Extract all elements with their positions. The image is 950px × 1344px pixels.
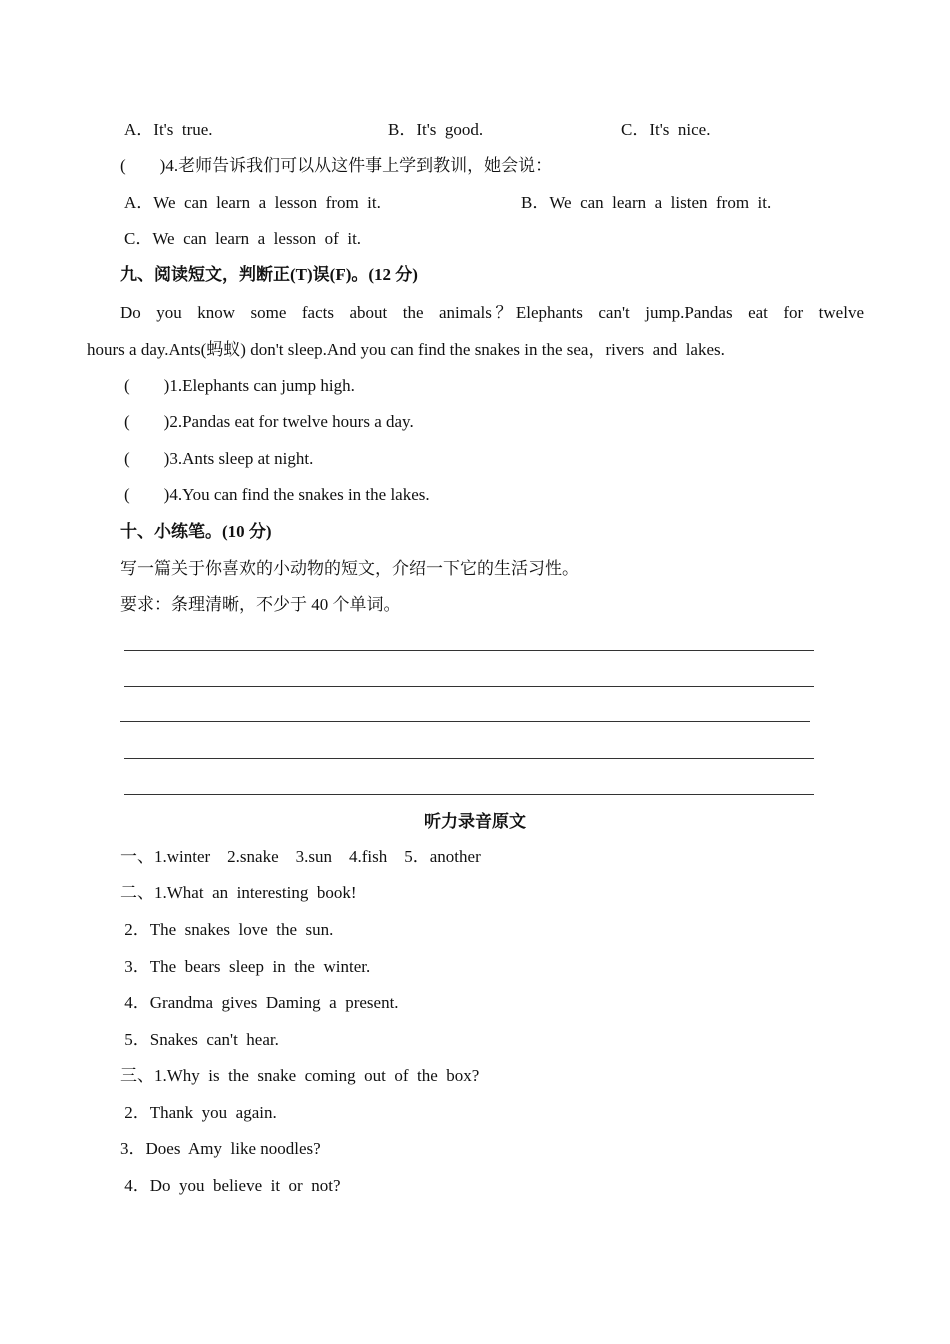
- section10-requirement: 要求：条理清晰，不少于 40 个单词。: [120, 595, 401, 614]
- section9-passage-line1: Do you know some facts about the animals？Elephants can't jump.Pandas eat for twelve: [120, 303, 864, 322]
- transcript-line: 一、1.winter 2.snake 3.sun 4.fish 5．another: [120, 847, 481, 866]
- transcript-line: 二、1.What an interesting book!: [120, 883, 357, 902]
- transcript-line: 3．The bears sleep in the winter.: [120, 957, 371, 976]
- transcript-line: 3．Does Amy like noodles?: [120, 1139, 321, 1158]
- writing-line[interactable]: [124, 794, 814, 795]
- transcript-line: 2．Thank you again.: [120, 1103, 277, 1122]
- writing-line[interactable]: [124, 686, 814, 687]
- q4-stem: ( )4.老师告诉我们可以从这件事上学到教训，她会说：: [120, 156, 553, 175]
- section9-item: ( )1.Elephants can jump high.: [124, 376, 355, 395]
- transcript-line: 三、1.Why is the snake coming out of the box?: [120, 1066, 480, 1085]
- section9-item: ( )2.Pandas eat for twelve hours a day.: [124, 412, 414, 431]
- section10-instruction: 写一篇关于你喜欢的小动物的短文，介绍一下它的生活习性。: [120, 559, 579, 578]
- section9-passage-line2: hours a day.Ants(蚂蚁) don't sleep.And you can find the snakes in the sea，rivers and lakes.: [87, 340, 725, 359]
- writing-line[interactable]: [124, 650, 814, 651]
- section10-title: 十、小练笔。(10 分): [120, 522, 272, 541]
- q4-option-b: B．We can learn a listen from it.: [521, 193, 772, 212]
- q3-option-b: B．It's good.: [388, 120, 484, 139]
- transcript-line: 4．Grandma gives Daming a present.: [120, 993, 399, 1012]
- writing-line[interactable]: [120, 721, 810, 722]
- transcript-line: 4．Do you believe it or not?: [120, 1176, 341, 1195]
- q3-option-c: C．It's nice.: [621, 120, 711, 139]
- section9-item: ( )3.Ants sleep at night.: [124, 449, 314, 468]
- writing-line[interactable]: [124, 758, 814, 759]
- section9-item: ( )4.You can find the snakes in the lakes.: [124, 485, 430, 504]
- transcript-line: 2．The snakes love the sun.: [120, 920, 334, 939]
- q3-option-a: A．It's true.: [124, 120, 213, 139]
- q4-option-a: A．We can learn a lesson from it.: [124, 193, 381, 212]
- transcript-title: 听力录音原文: [424, 812, 526, 831]
- transcript-line: 5．Snakes can't hear.: [120, 1030, 279, 1049]
- section9-title: 九、阅读短文，判断正(T)误(F)。(12 分): [120, 265, 418, 284]
- q4-option-c: C．We can learn a lesson of it.: [124, 229, 362, 248]
